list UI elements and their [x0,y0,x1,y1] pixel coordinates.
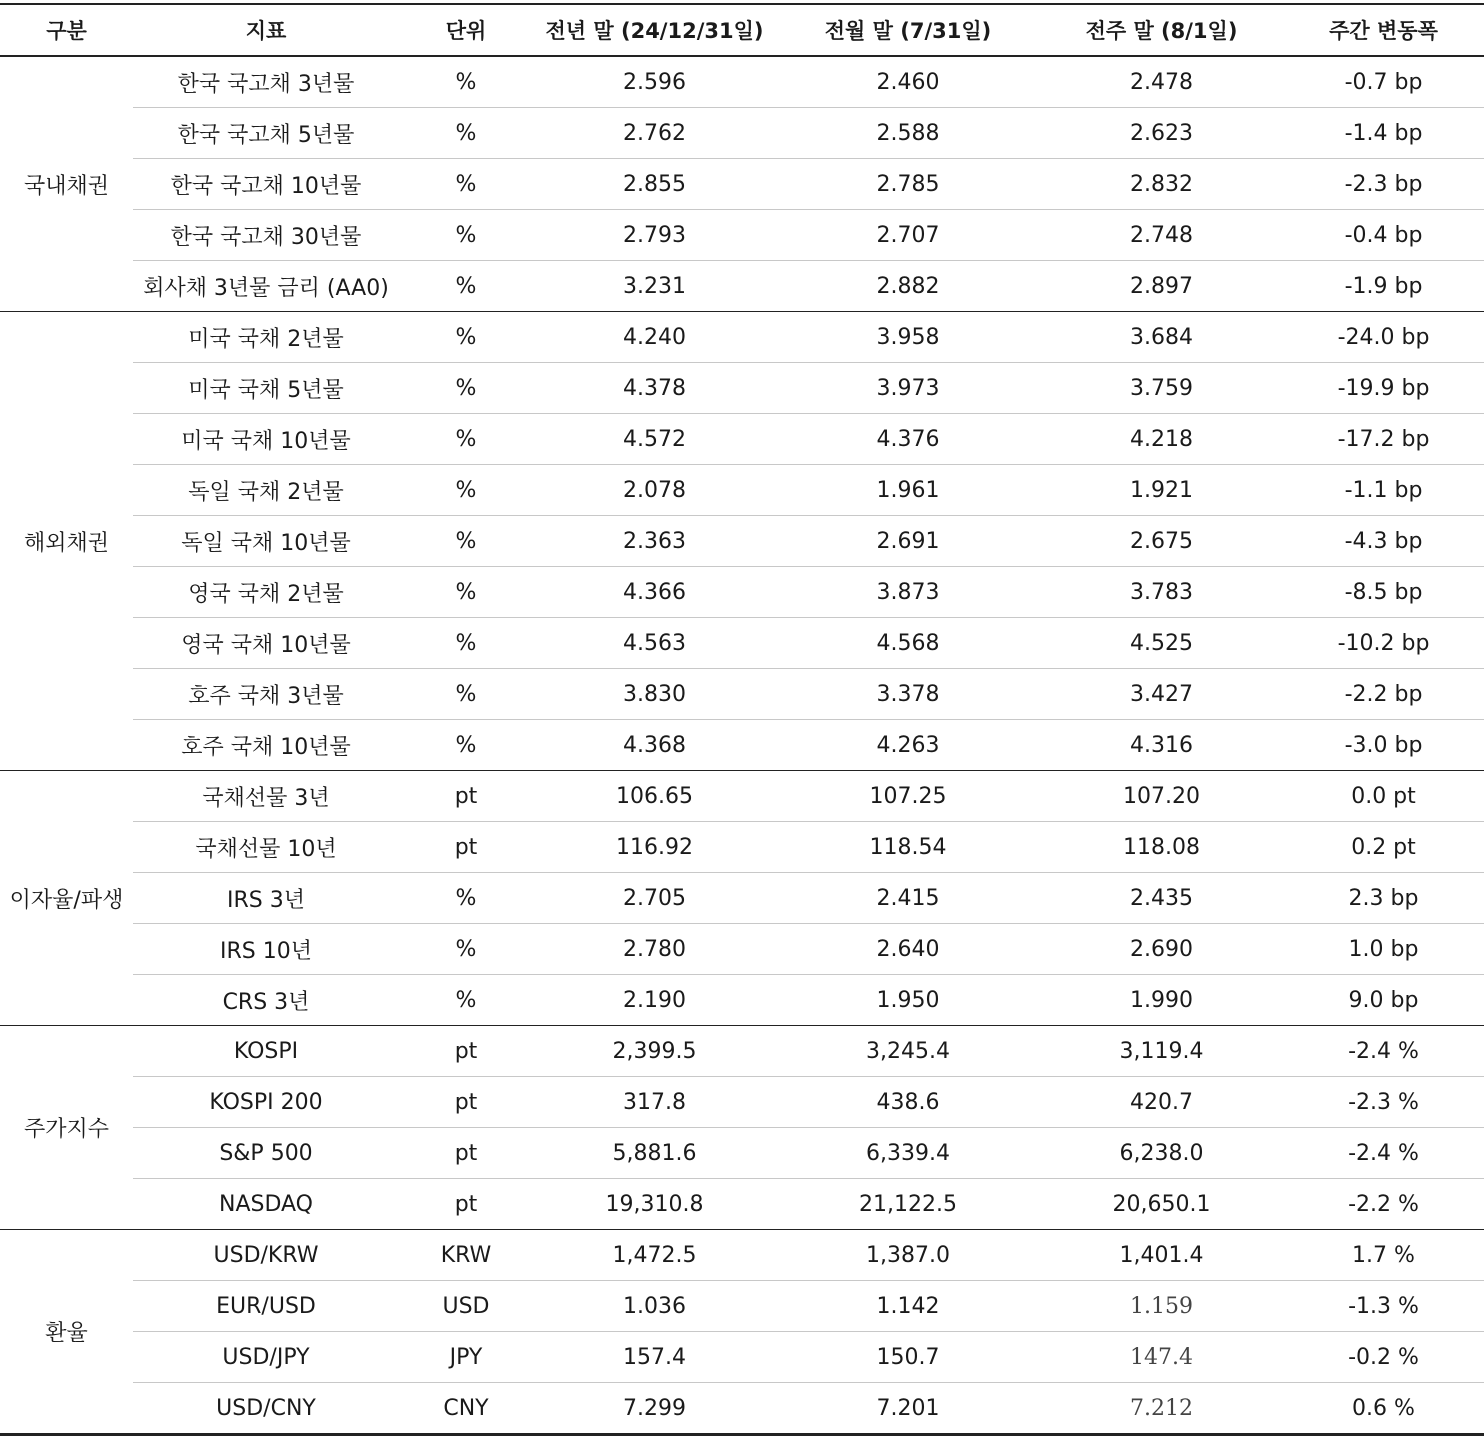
weekly-change-cell: 0.2 pt [1283,822,1484,873]
header-prev-week-end: 전주 말 (8/1일) [1040,4,1283,56]
prev-year-end-cell: 4.240 [533,312,776,363]
prev-year-end-cell: 2.762 [533,108,776,159]
indicator-cell: 호주 국채 3년물 [133,669,399,720]
unit-cell: % [399,975,533,1026]
weekly-change-cell: -1.4 bp [1283,108,1484,159]
indicator-cell: 회사채 3년물 금리 (AA0) [133,261,399,312]
unit-cell: USD [399,1281,533,1332]
weekly-change-cell: -0.2 % [1283,1332,1484,1383]
unit-cell: % [399,567,533,618]
unit-cell: % [399,261,533,312]
prev-year-end-cell: 1.036 [533,1281,776,1332]
prev-year-end-cell: 116.92 [533,822,776,873]
weekly-change-cell: 1.7 % [1283,1230,1484,1281]
indicator-cell: 미국 국채 10년물 [133,414,399,465]
table-row [0,720,1484,771]
weekly-change-cell: -3.0 bp [1283,720,1484,771]
header-indicator: 지표 [133,4,399,56]
indicator-cell: S&P 500 [133,1128,399,1179]
prev-week-end-cell: 107.20 [1040,771,1283,822]
weekly-change-cell: -4.3 bp [1283,516,1484,567]
weekly-change-cell: -0.7 bp [1283,56,1484,108]
prev-week-end-cell: 3.684 [1040,312,1283,363]
weekly-change-cell: -1.9 bp [1283,261,1484,312]
prev-month-end-cell: 3.973 [776,363,1040,414]
weekly-change-cell: -19.9 bp [1283,363,1484,414]
table-row [0,1077,1484,1128]
prev-week-end-cell: 2.675 [1040,516,1283,567]
unit-cell: pt [399,1179,533,1230]
category-cell: 국내채권 [0,56,133,312]
table-row [0,873,1484,924]
weekly-change-cell: -0.4 bp [1283,210,1484,261]
table-row [0,210,1484,261]
prev-month-end-cell: 3.873 [776,567,1040,618]
prev-week-end-cell: 4.218 [1040,414,1283,465]
category-cell: 주가지수 [0,1026,133,1230]
prev-year-end-cell: 317.8 [533,1077,776,1128]
unit-cell: KRW [399,1230,533,1281]
indicator-cell: KOSPI [133,1026,399,1077]
unit-cell: JPY [399,1332,533,1383]
table-row [0,771,1484,822]
prev-month-end-cell: 2.460 [776,56,1040,108]
header-prev-year-end: 전년 말 (24/12/31일) [533,4,776,56]
prev-month-end-cell: 118.54 [776,822,1040,873]
unit-cell: pt [399,771,533,822]
unit-cell: % [399,465,533,516]
prev-week-end-cell: 2.478 [1040,56,1283,108]
prev-year-end-cell: 4.378 [533,363,776,414]
table-row [0,1281,1484,1332]
indicator-cell: 한국 국고채 5년물 [133,108,399,159]
prev-month-end-cell: 438.6 [776,1077,1040,1128]
indicator-cell: USD/CNY [133,1383,399,1435]
prev-month-end-cell: 21,122.5 [776,1179,1040,1230]
indicator-cell: 한국 국고채 10년물 [133,159,399,210]
prev-week-end-cell: 2.623 [1040,108,1283,159]
prev-year-end-cell: 2.780 [533,924,776,975]
weekly-change-cell: -10.2 bp [1283,618,1484,669]
unit-cell: pt [399,1128,533,1179]
prev-week-end-cell: 2.897 [1040,261,1283,312]
table-row [0,1026,1484,1077]
category-cell: 환율 [0,1230,133,1435]
table-row [0,1179,1484,1230]
prev-week-end-cell: 118.08 [1040,822,1283,873]
indicator-cell: EUR/USD [133,1281,399,1332]
prev-year-end-cell: 4.366 [533,567,776,618]
table-row [0,363,1484,414]
prev-month-end-cell: 1,387.0 [776,1230,1040,1281]
prev-week-end-cell: 147.4 [1040,1332,1283,1383]
prev-year-end-cell: 2.078 [533,465,776,516]
prev-month-end-cell: 2.640 [776,924,1040,975]
weekly-change-cell: 9.0 bp [1283,975,1484,1026]
prev-year-end-cell: 2.363 [533,516,776,567]
indicator-cell: 미국 국채 2년물 [133,312,399,363]
table-row [0,465,1484,516]
header-category: 구분 [0,4,133,56]
prev-month-end-cell: 4.263 [776,720,1040,771]
table-row [0,567,1484,618]
unit-cell: % [399,210,533,261]
unit-cell: % [399,159,533,210]
prev-week-end-cell: 4.525 [1040,618,1283,669]
indicator-cell: 국채선물 10년 [133,822,399,873]
indicator-cell: IRS 10년 [133,924,399,975]
unit-cell: % [399,516,533,567]
weekly-change-cell: -2.3 % [1283,1077,1484,1128]
unit-cell: % [399,56,533,108]
weekly-change-cell: -1.3 % [1283,1281,1484,1332]
prev-year-end-cell: 3.231 [533,261,776,312]
indicator-cell: 미국 국채 5년물 [133,363,399,414]
prev-month-end-cell: 107.25 [776,771,1040,822]
prev-week-end-cell: 2.690 [1040,924,1283,975]
prev-month-end-cell: 6,339.4 [776,1128,1040,1179]
unit-cell: pt [399,822,533,873]
weekly-change-cell: -2.2 % [1283,1179,1484,1230]
prev-week-end-cell: 3.783 [1040,567,1283,618]
indicator-cell: 국채선물 3년 [133,771,399,822]
prev-week-end-cell: 3,119.4 [1040,1026,1283,1077]
weekly-change-cell: 2.3 bp [1283,873,1484,924]
weekly-change-cell: 0.6 % [1283,1383,1484,1435]
prev-month-end-cell: 2.785 [776,159,1040,210]
table-row [0,312,1484,363]
indicator-cell: 영국 국채 10년물 [133,618,399,669]
prev-month-end-cell: 1.961 [776,465,1040,516]
unit-cell: CNY [399,1383,533,1435]
header-row [0,4,1484,56]
table-row [0,261,1484,312]
prev-month-end-cell: 3,245.4 [776,1026,1040,1077]
prev-month-end-cell: 4.376 [776,414,1040,465]
unit-cell: % [399,108,533,159]
prev-week-end-cell: 1.921 [1040,465,1283,516]
prev-year-end-cell: 2,399.5 [533,1026,776,1077]
weekly-change-cell: -2.4 % [1283,1026,1484,1077]
prev-month-end-cell: 2.415 [776,873,1040,924]
weekly-change-cell: -8.5 bp [1283,567,1484,618]
unit-cell: % [399,924,533,975]
weekly-change-cell: -2.2 bp [1283,669,1484,720]
unit-cell: % [399,720,533,771]
prev-week-end-cell: 20,650.1 [1040,1179,1283,1230]
prev-week-end-cell: 7.212 [1040,1383,1283,1435]
indicator-cell: CRS 3년 [133,975,399,1026]
unit-cell: % [399,618,533,669]
prev-year-end-cell: 1,472.5 [533,1230,776,1281]
prev-month-end-cell: 7.201 [776,1383,1040,1435]
weekly-change-cell: 0.0 pt [1283,771,1484,822]
table-row [0,1230,1484,1281]
prev-month-end-cell: 2.882 [776,261,1040,312]
table-row [0,516,1484,567]
weekly-change-cell: -2.4 % [1283,1128,1484,1179]
prev-month-end-cell: 2.691 [776,516,1040,567]
header-prev-month-end: 전월 말 (7/31일) [776,4,1040,56]
table-row [0,159,1484,210]
prev-month-end-cell: 2.588 [776,108,1040,159]
weekly-change-cell: -2.3 bp [1283,159,1484,210]
prev-week-end-cell: 6,238.0 [1040,1128,1283,1179]
table-row [0,414,1484,465]
prev-year-end-cell: 4.368 [533,720,776,771]
prev-month-end-cell: 3.378 [776,669,1040,720]
prev-week-end-cell: 1.990 [1040,975,1283,1026]
prev-year-end-cell: 4.572 [533,414,776,465]
prev-month-end-cell: 2.707 [776,210,1040,261]
prev-week-end-cell: 3.427 [1040,669,1283,720]
market-indicators-table [0,3,1484,1436]
table-row [0,108,1484,159]
prev-year-end-cell: 19,310.8 [533,1179,776,1230]
prev-year-end-cell: 2.705 [533,873,776,924]
table-row [0,1332,1484,1383]
prev-week-end-cell: 420.7 [1040,1077,1283,1128]
indicator-cell: 한국 국고채 30년물 [133,210,399,261]
prev-week-end-cell: 1,401.4 [1040,1230,1283,1281]
table-row [0,975,1484,1026]
indicator-cell: USD/KRW [133,1230,399,1281]
prev-year-end-cell: 2.793 [533,210,776,261]
prev-year-end-cell: 5,881.6 [533,1128,776,1179]
weekly-change-cell: -24.0 bp [1283,312,1484,363]
prev-year-end-cell: 106.65 [533,771,776,822]
header-weekly-change: 주간 변동폭 [1283,4,1484,56]
table-row [0,669,1484,720]
unit-cell: pt [399,1077,533,1128]
table-row [0,56,1484,108]
prev-year-end-cell: 7.299 [533,1383,776,1435]
prev-year-end-cell: 2.855 [533,159,776,210]
table-row [0,924,1484,975]
prev-month-end-cell: 1.142 [776,1281,1040,1332]
unit-cell: % [399,363,533,414]
unit-cell: % [399,873,533,924]
table-body [0,56,1484,1435]
prev-week-end-cell: 2.748 [1040,210,1283,261]
table-header [0,4,1484,56]
indicator-cell: IRS 3년 [133,873,399,924]
prev-year-end-cell: 4.563 [533,618,776,669]
table-row [0,822,1484,873]
weekly-change-cell: -17.2 bp [1283,414,1484,465]
unit-cell: % [399,312,533,363]
indicator-cell: 영국 국채 2년물 [133,567,399,618]
prev-year-end-cell: 2.596 [533,56,776,108]
category-cell: 해외채권 [0,312,133,771]
unit-cell: pt [399,1026,533,1077]
unit-cell: % [399,669,533,720]
prev-month-end-cell: 4.568 [776,618,1040,669]
indicator-cell: USD/JPY [133,1332,399,1383]
header-unit: 단위 [399,4,533,56]
prev-year-end-cell: 3.830 [533,669,776,720]
table-row [0,618,1484,669]
indicator-cell: 독일 국채 10년물 [133,516,399,567]
weekly-change-cell: 1.0 bp [1283,924,1484,975]
prev-month-end-cell: 150.7 [776,1332,1040,1383]
table-row [0,1128,1484,1179]
prev-week-end-cell: 2.832 [1040,159,1283,210]
prev-week-end-cell: 4.316 [1040,720,1283,771]
unit-cell: % [399,414,533,465]
prev-month-end-cell: 3.958 [776,312,1040,363]
prev-week-end-cell: 3.759 [1040,363,1283,414]
weekly-change-cell: -1.1 bp [1283,465,1484,516]
prev-year-end-cell: 2.190 [533,975,776,1026]
indicator-cell: 독일 국채 2년물 [133,465,399,516]
indicator-cell: KOSPI 200 [133,1077,399,1128]
prev-month-end-cell: 1.950 [776,975,1040,1026]
prev-week-end-cell: 1.159 [1040,1281,1283,1332]
prev-week-end-cell: 2.435 [1040,873,1283,924]
indicator-cell: NASDAQ [133,1179,399,1230]
prev-year-end-cell: 157.4 [533,1332,776,1383]
indicator-cell: 호주 국채 10년물 [133,720,399,771]
indicator-cell: 한국 국고채 3년물 [133,56,399,108]
category-cell: 이자율/파생 [0,771,133,1026]
